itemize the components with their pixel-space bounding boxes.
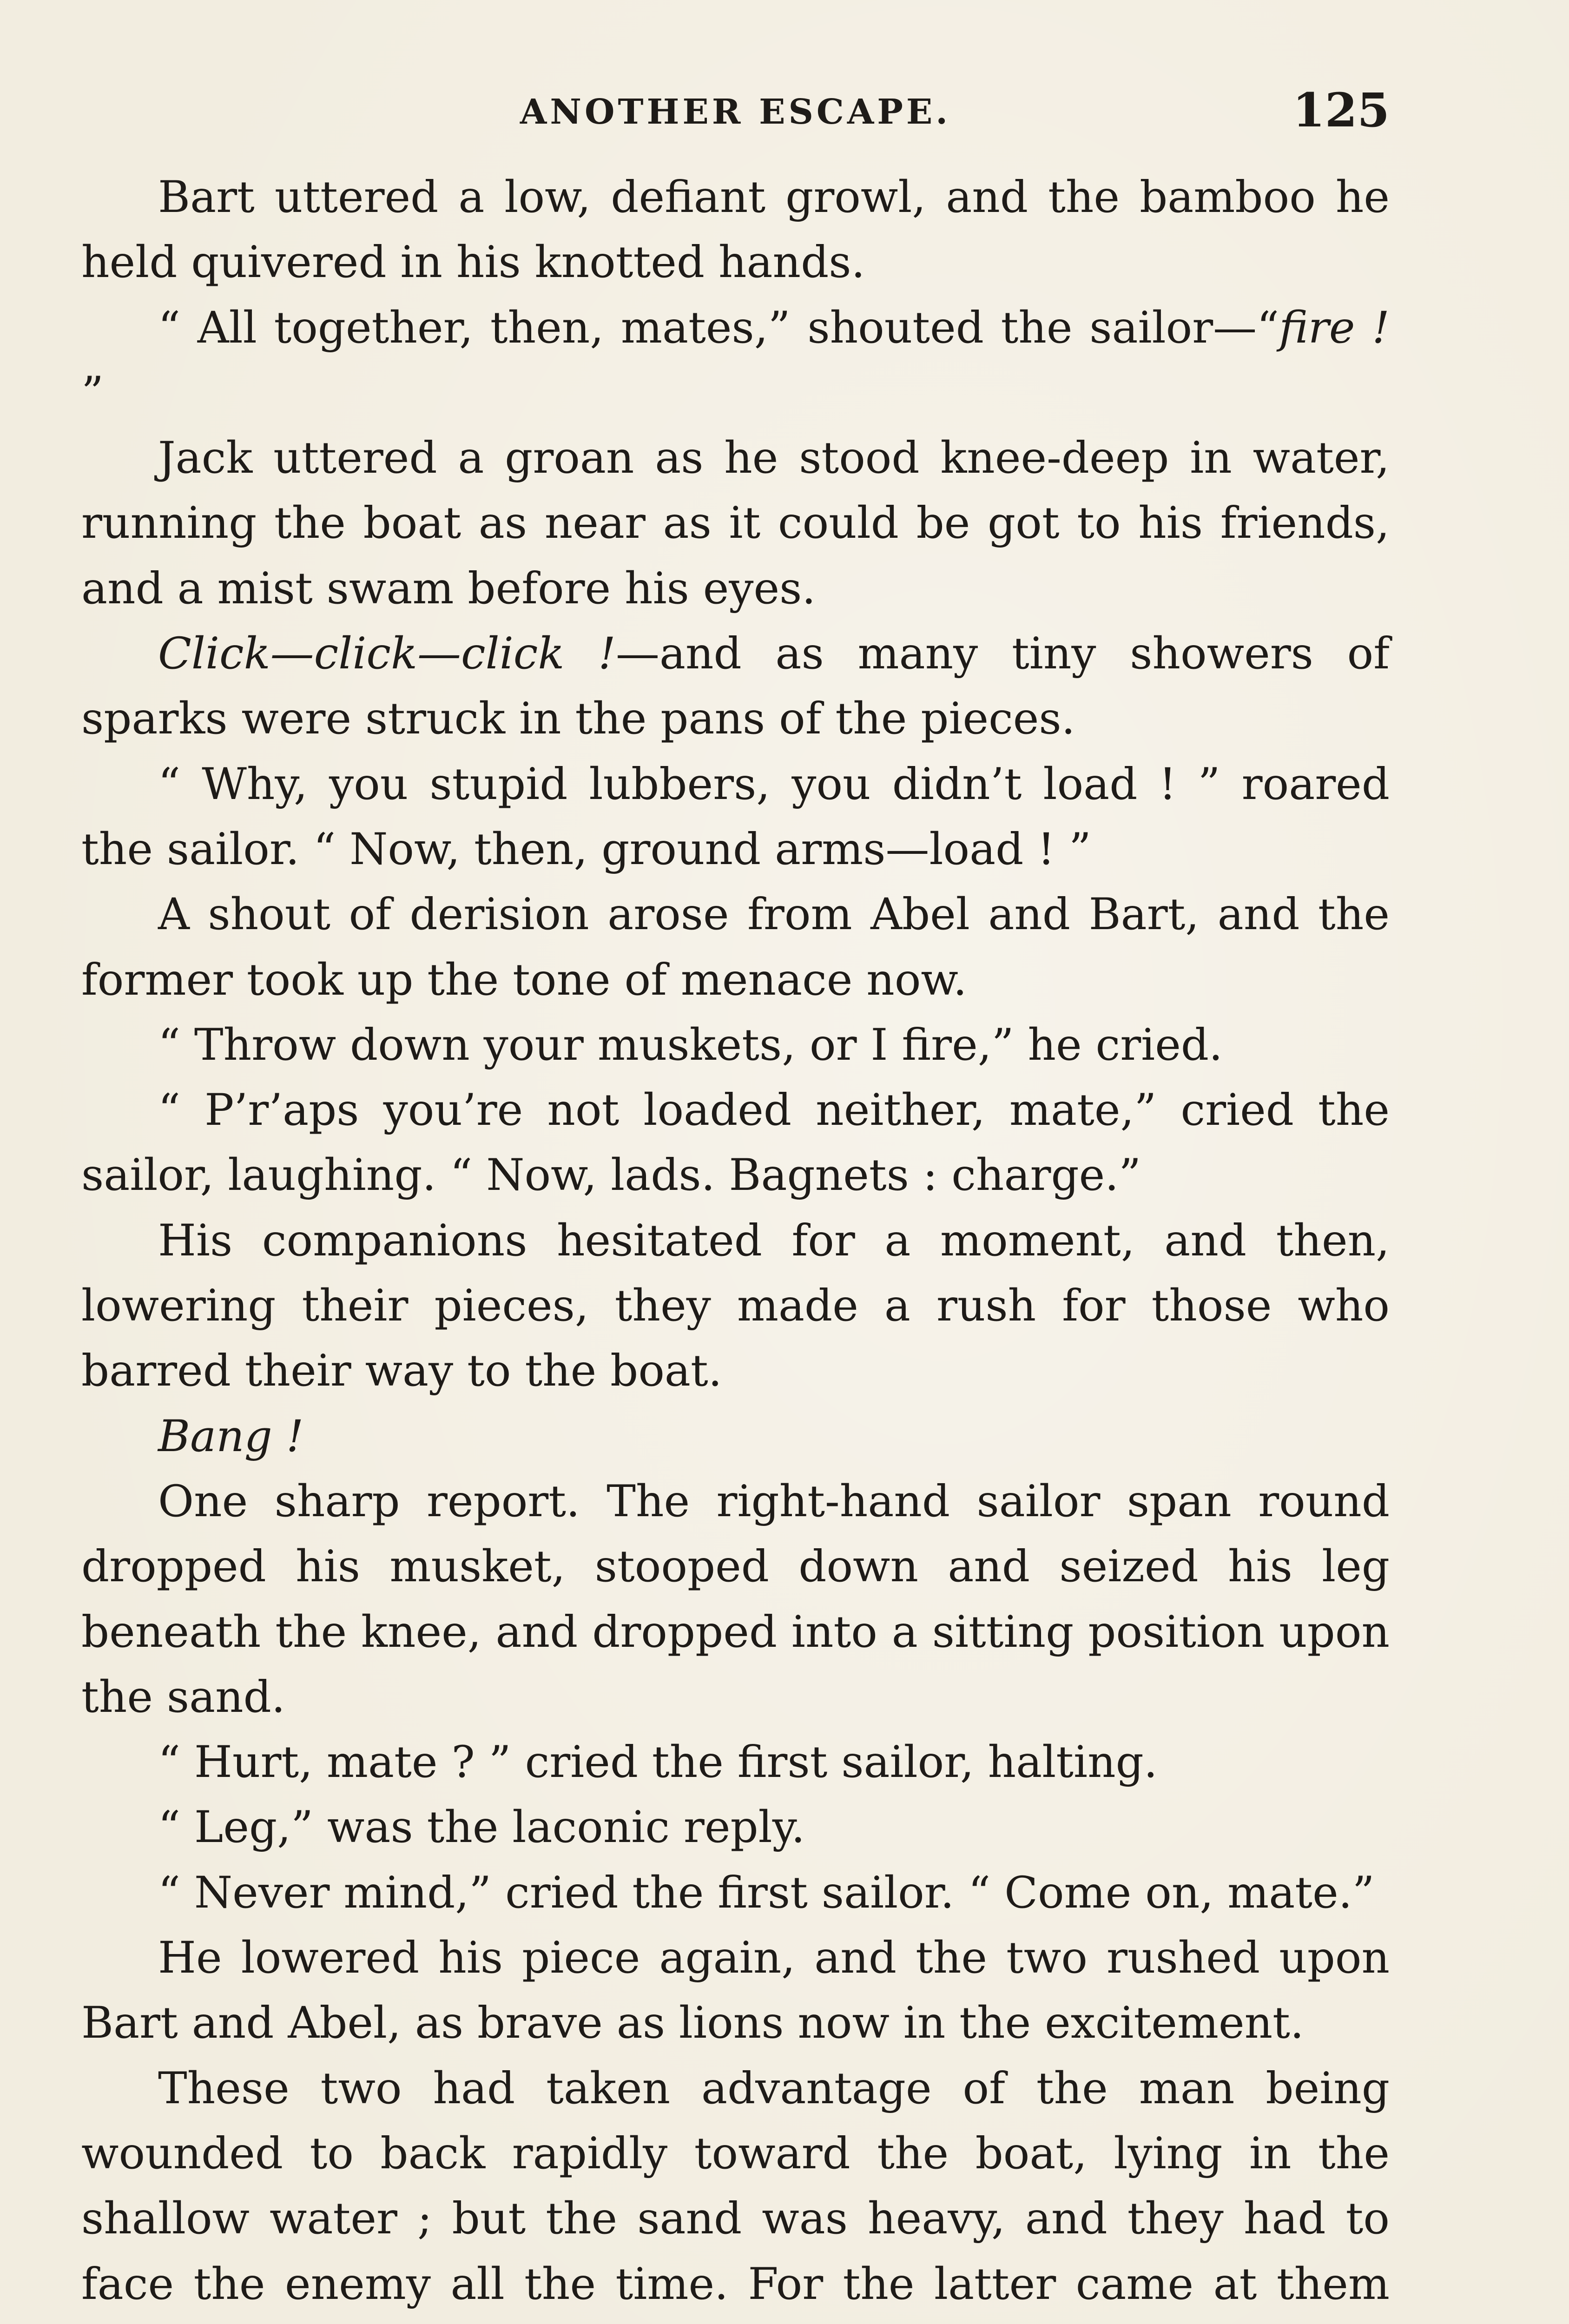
- page-header: [81, 79, 1390, 144]
- paragraph: Jack uttered a groan as he stood knee-deep in water, running the boat as near as it could be got to his friends, and a mist swam before his eyes.: [81, 433, 1390, 614]
- paragraph: “ P’r’aps you’re not loaded neither, mate,” cried the sailor, laughing. “ Now, lads. Bagnets : charge.”: [81, 1085, 1390, 1201]
- paragraph: Bang !: [158, 1411, 304, 1462]
- paragraph: A shout of derision arose from Abel and Bart, and the former took up the tone of menace now.: [81, 889, 1390, 1005]
- paragraph: His companions hesitated for a moment, and then, lowering their pieces, they made a rush for those who barred their way to the boat.: [81, 1215, 1390, 1397]
- paragraph: “ Never mind,” cried the first sailor. “ Come on, mate.”: [158, 1867, 1375, 1918]
- paragraph: “ Leg,” was the laconic reply.: [158, 1802, 805, 1853]
- body-text: [81, 165, 1390, 2324]
- paragraph: “ Throw down your muskets, or I fire,” he cried.: [158, 1019, 1223, 1070]
- page-number: 125: [1292, 83, 1390, 138]
- paragraph: He lowered his piece again, and the two rushed upon Bart and Abel, as brave as lions now in the excitement.: [81, 1933, 1390, 2049]
- paragraph: Bart uttered a low, defiant growl, and the bamboo he held quivered in his knotted hands.: [81, 172, 1390, 288]
- paragraph: “ Why, you stupid lubbers, you didn’t load ! ” roared the sailor. “ Now, then, ground arms—load ! ”: [81, 759, 1390, 875]
- paragraph: One sharp report. The right-hand sailor span round dropped his musket, stooped down and seized his leg beneath the knee, and dropped into a sitting position upon the sand.: [81, 1476, 1390, 1723]
- paragraph: “ Hurt, mate ? ” cried the first sailor, halting.: [158, 1737, 1158, 1788]
- paragraph: Click—click—click !—and as many tiny showers of sparks were struck in the pans of the pieces.: [81, 628, 1390, 745]
- paragraph: “ All together, then, mates,” shouted the sailor—“fire ! ”: [81, 302, 1390, 418]
- running-title: ANOTHER ESCAPE.: [520, 92, 951, 132]
- paragraph: These two had taken advantage of the man being wounded to back rapidly toward the boat, lying in the shallow water ; but the sand was heavy, and they had to face the enemy all the time. For the latter came at them: [81, 2063, 1390, 2310]
